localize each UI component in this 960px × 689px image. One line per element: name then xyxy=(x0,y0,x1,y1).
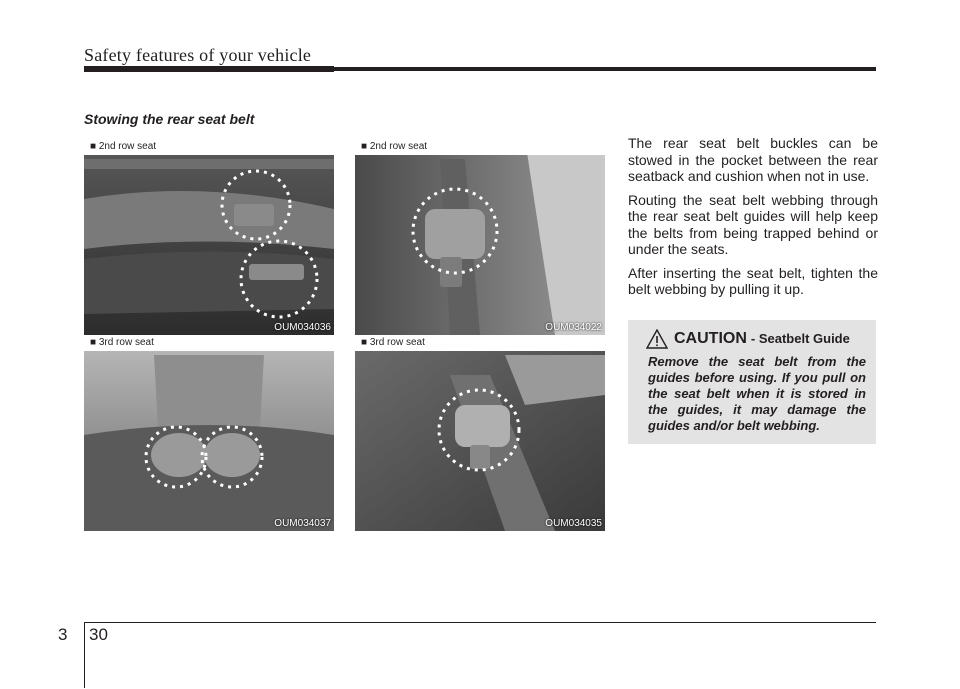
warning-triangle-icon xyxy=(646,329,668,349)
caution-subtitle: - Seatbelt Guide xyxy=(750,331,850,346)
figure-2nd-row-seat-pocket xyxy=(84,139,334,335)
header-rule xyxy=(84,67,876,71)
seat-pocket-photo xyxy=(84,139,334,335)
section-number: 3 xyxy=(58,625,68,644)
seat-guide-photo xyxy=(355,335,605,531)
seat-pocket-photo xyxy=(84,335,334,531)
figure-caption: ■ 3rd row seat xyxy=(84,335,334,351)
figure-caption: ■ 2nd row seat xyxy=(84,139,334,155)
figure-code: OUM034022 xyxy=(545,322,602,333)
figure-caption: ■ 2nd row seat xyxy=(355,139,605,155)
body-text xyxy=(628,135,878,305)
caution-heading xyxy=(648,330,866,348)
caution-word: CAUTION xyxy=(674,330,747,347)
body-paragraph: After inserting the seat belt, tighten the belt webbing by pulling it up. xyxy=(628,264,878,297)
page-header-title: Safety features of your vehicle xyxy=(84,45,312,65)
figure-code: OUM034035 xyxy=(545,518,602,529)
caution-text: Remove the seat belt from the guides before using. If you pull on the seat belt when it is stored in the guides, it may damage the guides and/or belt webbing. xyxy=(648,354,866,433)
page-number: 30 xyxy=(89,625,108,644)
figure-code: OUM034037 xyxy=(274,518,331,529)
footer-divider xyxy=(84,622,85,688)
seat-guide-photo xyxy=(355,139,605,335)
body-paragraph: Routing the seat belt webbing through the rear seat belt guides will help keep the belts from being trapped behind or under the seats. xyxy=(628,191,878,257)
body-paragraph: The rear seat belt buckles can be stowed in the pocket between the rear seatback and cushion when not in use. xyxy=(628,135,878,184)
figure-caption: ■ 3rd row seat xyxy=(355,335,605,351)
section-title: Stowing the rear seat belt xyxy=(84,111,255,127)
figure-3rd-row-seat-guide xyxy=(355,335,605,531)
footer-rule xyxy=(84,622,876,623)
figure-2nd-row-seat-guide xyxy=(355,139,605,335)
figure-3rd-row-seat-pocket xyxy=(84,335,334,531)
caution-box xyxy=(628,320,876,444)
figure-code: OUM034036 xyxy=(274,322,331,333)
